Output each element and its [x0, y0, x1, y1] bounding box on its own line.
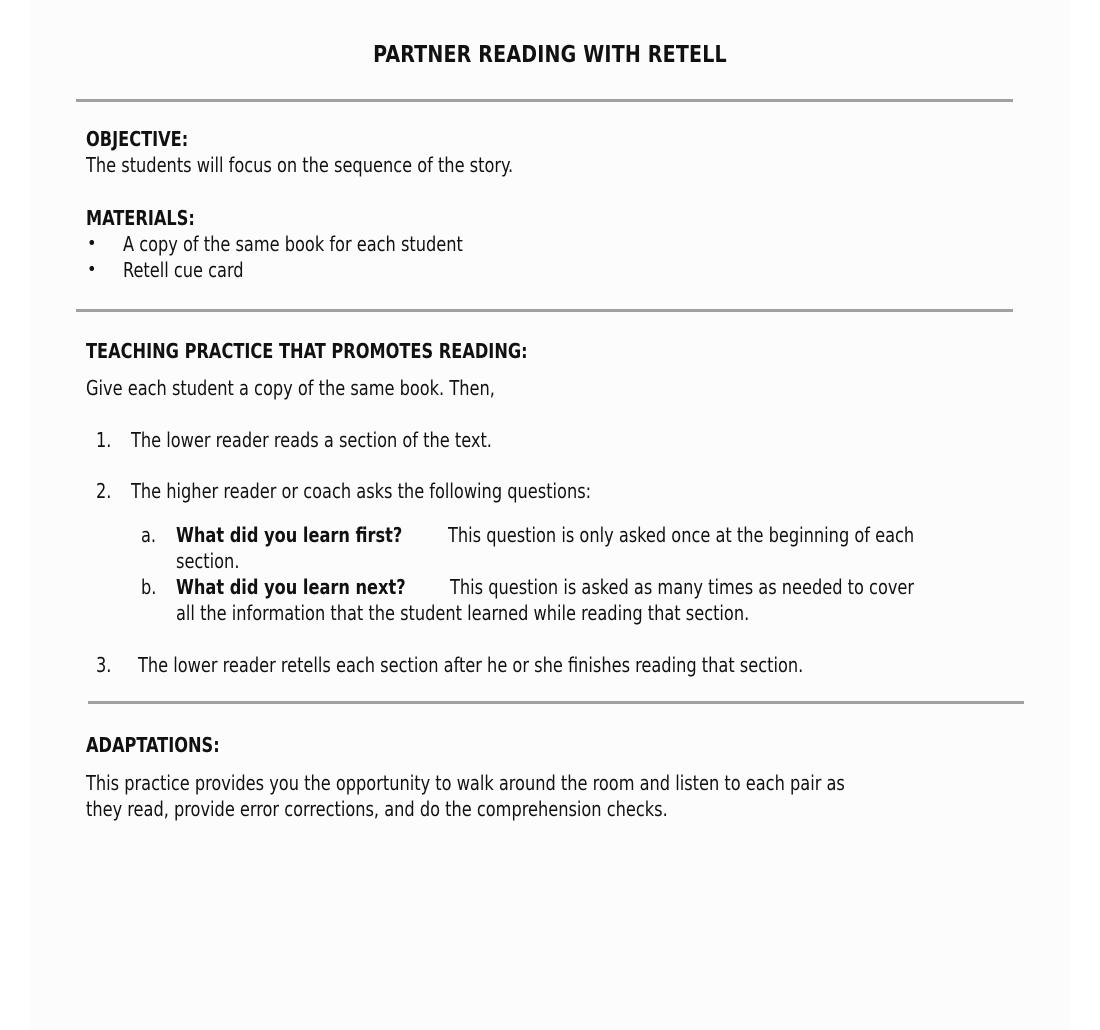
materials-heading: MATERIALS: [86, 206, 195, 230]
question-text: section. [176, 549, 240, 573]
step-text: The higher reader or coach asks the following questions: [131, 479, 592, 503]
materials-item: Retell cue card [123, 258, 244, 282]
adaptations-text: they read, provide error corrections, and do the comprehension checks. [86, 797, 668, 821]
question-marker: a. [141, 523, 157, 547]
teaching-heading: TEACHING PRACTICE THAT PROMOTES READING: [86, 339, 528, 363]
objective-text: The students will focus on the sequence of the story. [86, 153, 514, 177]
question-title: What did you learn first? [176, 523, 403, 547]
section-divider [76, 309, 1013, 312]
teaching-intro: Give each student a copy of the same book. Then, [86, 376, 495, 400]
adaptations-heading: ADAPTATIONS: [86, 733, 220, 757]
step-text: The lower reader reads a section of the text. [131, 428, 492, 452]
step-marker: 1. [96, 428, 112, 452]
question-text: This question is only asked once at the beginning of each [448, 523, 915, 547]
section-divider [76, 99, 1013, 102]
question-title: What did you learn next? [176, 575, 406, 599]
bullet-icon: • [87, 233, 97, 254]
page-title: PARTNER READING WITH RETELL [373, 42, 727, 68]
question-text: This question is asked as many times as needed to cover [450, 575, 915, 599]
step-marker: 2. [96, 479, 112, 503]
step-text: The lower reader retells each section after he or she finishes reading that section. [138, 653, 804, 677]
question-text: all the information that the student learned while reading that section. [176, 601, 750, 625]
question-marker: b. [141, 575, 157, 599]
section-divider [88, 701, 1024, 704]
materials-item: A copy of the same book for each student [123, 232, 463, 256]
objective-heading: OBJECTIVE: [86, 127, 189, 151]
adaptations-text: This practice provides you the opportunity to walk around the room and listen to each pair as [86, 771, 845, 795]
step-marker: 3. [96, 653, 112, 677]
bullet-icon: • [87, 259, 97, 280]
